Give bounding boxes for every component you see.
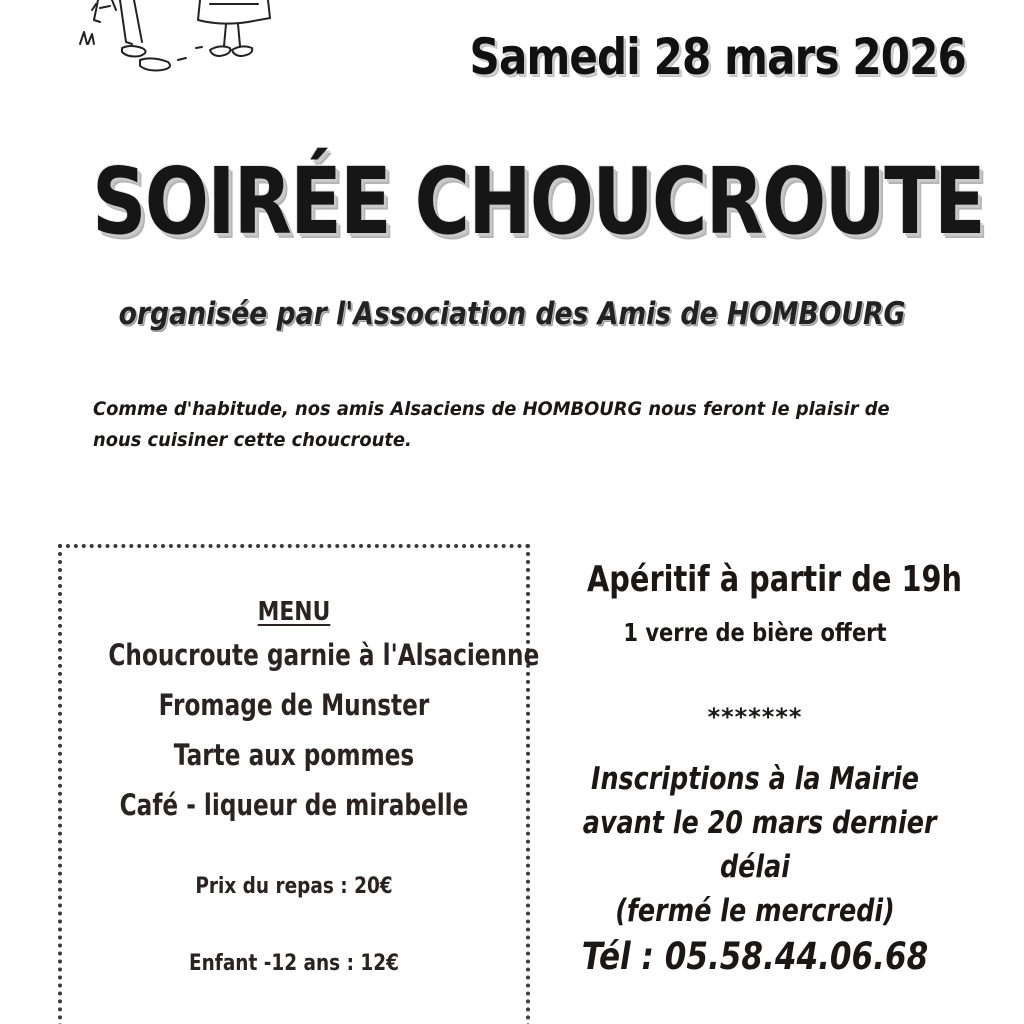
price-adult: Prix du repas : 20€ [195, 874, 393, 899]
menu-item: Choucroute garnie à l'Alsacienne [108, 638, 540, 672]
menu-item: Tarte aux pommes [173, 738, 415, 772]
aperitif-time: Apéritif à partir de 19h [587, 559, 963, 600]
cartoon-illustration [70, 0, 290, 90]
menu-item: Café - liqueur de mirabelle [119, 788, 469, 822]
menu-box [58, 544, 540, 1024]
inscriptions-line: délai [719, 849, 791, 885]
menu-title: MENU [257, 597, 331, 627]
star-separator: ******* [707, 703, 803, 731]
organizer-subtitle: organisée par l'Association des Amis de HOMBOURG [118, 296, 906, 332]
inscriptions-line: (fermé le mercredi) [615, 893, 895, 929]
beer-offer: 1 verre de bière offert [623, 618, 887, 647]
inscriptions-line: Inscriptions à la Mairie [591, 761, 919, 797]
inscriptions-block [582, 757, 937, 933]
event-date: Samedi 28 mars 2026 [469, 28, 966, 86]
phone-number: Tél : 05.58.44.06.68 [581, 935, 929, 978]
menu-item: Fromage de Munster [158, 688, 430, 722]
main-title: SOIRÉE CHOUCROUTE [92, 148, 984, 255]
info-column [545, 556, 965, 981]
price-child: Enfant -12 ans : 12€ [189, 951, 399, 976]
menu-content [62, 594, 540, 976]
inscriptions-line: avant le 20 mars dernier [582, 805, 937, 841]
intro-paragraph: Comme d'habitude, nos amis Alsaciens de HOMBOURG nous feront le plaisir de nous cuisiner cette choucroute. [93, 398, 890, 451]
